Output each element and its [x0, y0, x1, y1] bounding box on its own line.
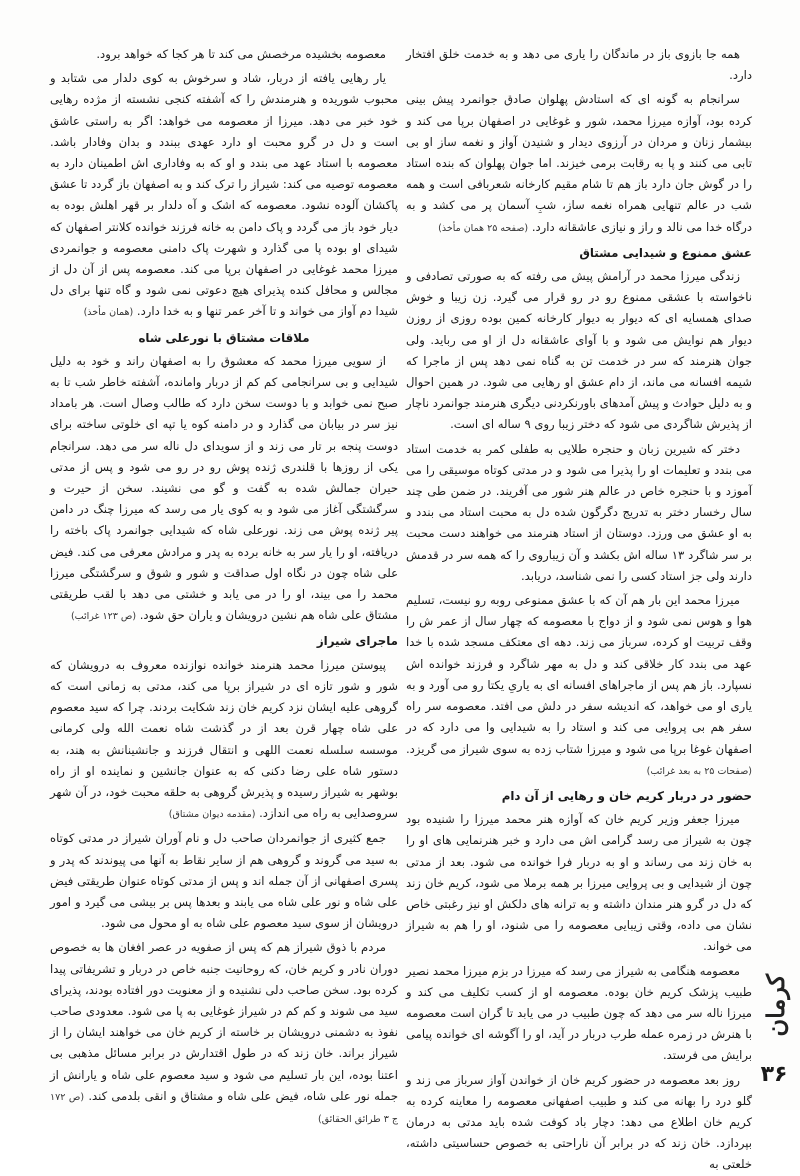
text-column-right [406, 44, 752, 1172]
citation: (صفحات ۲۵ به بعد غرائب) [646, 765, 752, 777]
paragraph-text: مردم با ذوق شیراز هم که پس از صفویه در عصر افغان ها به خصوص دوران نادر و کریم خان، که روحانیت جنبه خاص در دربار و تشریفاتی پیدا کرده بود. سخن صاحب دلی نشنیده و از معنویت دور افتاده بودند، پذیرای سید می شوند و کم کم در شیراز غوغایی به پا می شود. معدودی صاحب نفوذ به دشمنی درویشان بر خاسته از کریم خان می خواهند ایشان را از شیراز براند. خان زند که در طول اقتدارش در برابر مسائل مذهبی بی اعتنا بوده، این بار تسلیم می شود و سید معصوم علی شاه و یارانش از جمله نور علی شاه، فیض علی شاه و مشتاق و انقی بلدمی کند. [50, 940, 399, 1103]
paragraph-text: میرزا محمد این بار هم آن که با عشق ممنوعی روبه رو نیست، تسلیم هوا و هوس نمی شود و از دواج با معصومه که چهار سال از عمر ش را وقف تربیت او کرده، سرباز می زند. دهه ای معتکف مسجد شده با خدا عهد می بندد کار خلاقی کند و دل به مهر شاگرد و فرزند خوانده اش نسپارد. باز هم پس از ماجراهای افسانه ای به یاریِ یکتا رو می آورد و به یاری او می خواهد، که اندیشه سفر در دلش می افتد. معصومه سر راه سفر هم بی پروایی می کند و استاد را به شیدایی وا می دارد که در اصفهان غوغا برپا می شود و میرزا شتاب زده به سوی شیراز می گریزد. [406, 593, 752, 756]
magazine-logo [756, 955, 794, 1055]
section-heading: ملاقات مشتاق با نورعلی شاه [138, 330, 310, 345]
citation: (صفحه ۲۵ همان مأخذ) [438, 222, 529, 234]
paragraph: معصومه بخشیده مرخصش می کند تا هر کجا که خواهد برود. [96, 47, 386, 61]
citation: (همان مأخذ) [83, 307, 134, 319]
page-number: ۳۶ [760, 1062, 788, 1087]
paragraph [406, 590, 752, 782]
citation: (ص ۱۷۲ ج ۳ طرائق الحقائق) [50, 1091, 398, 1125]
section-heading: ماجرای شیراز [316, 634, 398, 649]
section-heading: حضور در دربار کریم خان و رهایی از آن دام [501, 788, 752, 803]
paragraph: دختر که شیرین زبان و حنجره طلایی به طفلی کمر به خدمت استاد می بندد و تعلیمات او را پذیرا می شود و در مدتی کوتاه موسیقی را می آموزد و با حنجره خاص در عالم هنر شور می آفریند. در ضمن طی چند سال رخسار دختر به تدریج دگرگون شده دل به محبت استاد می بندد و به او عشق می ورزد. دوستان از استاد هنرمند می خواهند دست محبت بر سر شاگرد ۱۳ ساله اش بکشد و آن زیباروی را که همه سر در قدمش دارند ولی جز استاد کسی را نمی شناسد، دریابد. [406, 441, 752, 583]
logo-text: کرمان [760, 973, 790, 1037]
citation: (ص ۱۲۳ غرائب) [70, 611, 137, 623]
paragraph: زندگی میرزا محمد در آرامش پیش می رفته که به صورتی تصادفی و ناخواسته با عشقی ممنوع رو در رو قرار می گیرد. زن زیبا و خوش صدای همسایه ای که دیوار به دیوار کارخانه کمین بوده روزی از روزن دیوار هم نوایش می شود و با آوای عاشقانه دل از او می رباید. ولی جوان هنرمند که سر در خدمت تن به گناه نمی دهد پس از ماجرا که شیمه افسانه می ماند، از دام عشق او رهایی می شود. در همین احوال و به دلیل حوادث و پیش آمدهای باورنکردنی دیگری هنرمند جوانمرد ناچار از پذیرش شاگردی می شود که دختر زیبا روی ۹ ساله ای است. [406, 269, 752, 432]
paragraph-text: یار رهایی یافته از دربار، شاد و سرخوش به کوی دلدار می شتابد و محبوب شوریده و هنرمندش را که آشفته کنجی نشسته از مژده رهایی خود خبر می دهد. میرزا از معصومه می خواهد: اگر به راستی عاشق است و دل در گرو محبت او دارد عهدی ببندد و بدان وفادار باشد. معصومه با استاد عهد می بندد و او که به وفاداری اش اطمینان دارد به معصومه توصیه می کند: شیراز را ترک کند و به اصفهان باز گردد تا عشق پاکشان آلوده نشود. معصومه که اشک و آه دلدار بر قهر اهلش بوده به دیار خود باز می گردد و پاک دامن به خانه فرزند خوانده کلانتر اصفهان که شیدای او بوده پا می گذارد و شهرت پاک دامنی معصومه و جوانمردی میرزا محمد غوغایی در اصفهان برپا می کند. معصومه پس از آن دل از مجالس و محافل کنده پذیرای هیچ دعوتی نمی شود و گاه تنها برای دل شیدا دم آواز می خواند و تا آخر عمر تنها و به خدا دارد. [50, 71, 398, 319]
paragraph: روز بعد معصومه در حضور کریم خان از خواندن آواز سرباز می زند و گلو درد را بهانه می کند و طبیب اصفهانی معصومه را معاینه کرده به کریم خان اطلاع می دهد: دچار باد کوفت شده باید مدتی به درمان بپردازد. خان زند که در برابر آن ناراحتی به خصوص حساسیتی داشته، خلعتی به [406, 1072, 752, 1172]
paragraph [406, 89, 752, 238]
paragraph: میرزا جعفر وزیر کریم خان که آوازه هنر محمد میرزا را شنیده بود چون به شیراز می رسد گرامی اش می دارد و خبر هنرنمایی های او را به خان زند می رساند و او به دربار فرا خوانده می شود. بعد از مدتی چون از شیدایی و بی پروایی میرزا بر همه برملا می شود، کریم خان زند که دل در گرو هنر مندان داشته و به ترانه های دلکش او نیز رغبتی خاص نشان می داده، وقتی زیبایی معصومه را می شنود، او را هم به شیراز می خواند. [406, 812, 752, 954]
text-column-left [50, 44, 399, 1125]
citation: (مقدمه دیوان مشتاق) [168, 809, 256, 821]
section-heading: عشق ممنوع و شیدایی مشتاق [579, 245, 752, 260]
paragraph: همه جا بازوی باز در ماندگان را یاری می دهد و به خدمت خلق افتخار دارد. [406, 47, 752, 83]
paragraph [50, 937, 398, 1130]
paragraph-text: پیوستن میرزا محمد هنرمند خوانده نوازنده معروف به درویشان که شور و شور تازه ای در شیراز برپا می کند، مدتی به زمانی است که گروهی علیه ایشان نزد کریم خان زند شکایت بردند. چرا که سید معصوم علی شاه چهار قرن بعد از در گذشت شاه نعمت الله ولی کرمانی موسسه سلسله نعمت اللهی و انتقال فرزند و جانشینانش به هند، به دستور شاه علی رضا دکنی که به عنوان جانشین و نماینده او از راه بوشهر به شیراز رسیده و پذیرش گروهی به حلقه محبت خود، در آن شهر سروصدایی به راه می اندازد. [50, 657, 398, 821]
paragraph-text: از سویی میرزا محمد که معشوق را به اصفهان راند و خود به دلیل شیدایی و بی سرانجامی کم کم از دربار وامانده، آشفته خاطر شب تا به صبح نمی خوابد و با دوست سخن دارد که طالب وصال است. هر بامداد نیز سر در بیابان می گذارد و در دامنه کوه یا تپه ای خلوتی ساخته برای دوست پنجه بر تار می زند و از سویدای دل ناله سر می دهد. سرانجام یکی از روزها با قلندری ژنده پوش رو در رو می شود و پس از مدتی حیران جمالش شده به گفت و گو می نشیند. سخن از حیرت و سرگشتگی آغاز می شود و به کوی یار می رسد که میرزا چنگ در دامن پیر ژنده پوش می زند. نورعلی شاه که شیدایی جوانمرد پاک باخته را دریافته، او را یار سر به خانه برده به پدر و مرادش معرفی می کند. فیض علی شاه چون در نگاه اول صداقت و شور و شوق و سرگشتگی میرزا محمد را می بیند، او را در می یابد و خشتی می دهد با لقب طریقتی مشتاق علی شاه هم نشین درویشان و یاران حق شود. [50, 353, 398, 623]
paragraph [50, 351, 398, 628]
paragraph [50, 655, 398, 826]
paragraph: معصومه هنگامی به شیراز می رسد که میرزا در بزم میرزا محمد نصیر طبیب پزشک کریم خان بوده. معصومه او از کسب تکلیف می کند و میرزا ناله سر می دهد که چون طبیب در می یابد تا گران است معصومه با هنرش در زمره عمله طرب دربار در آید، او را آگوشه ای خوانده پیامی برایش می فرستد. [406, 963, 752, 1063]
paragraph: جمع کثیری از جوانمردان صاحب دل و نام آوران شیراز در مدتی کوتاه به سید می گروند و گروهی هم از سایر نقاط به آنها می پیوندند که پدر و پسری اصفهانی از آن جمله اند و پس از مدتی کوتاه عنوان طریقتی فیض علی شاه و نور علی شاه می یابند و بعدها پس بر بیشی می گیرد و امور درویشان از سوی سید معصوم علی شاه به او محول می شود. [50, 831, 398, 931]
paragraph-text: سرانجام به گونه ای که استادش پهلوان صادق جوانمرد پیش بینی کرده بود، آوازه میرزا محمد، شور و غوغایی در اصفهان برپا می کند و بیشمار زنان و مردان در آرزوی دیدار و شنیدن آواز و نغمه ساز او بی تابی می کنند و پا به رقابت برمی خیزند. اما جوان پهلوان که بنده استاد را در گوش جان دارد باز هم تا شام مقیم کارخانه شعربافی است و همه شب در عالم تنهایی همراه نغمه ساز، شبِ آسمان پر می کشد و به درگاه خدا می نالد و راز و نیازی عاشقانه دارد. [406, 92, 752, 234]
paragraph [50, 68, 398, 323]
